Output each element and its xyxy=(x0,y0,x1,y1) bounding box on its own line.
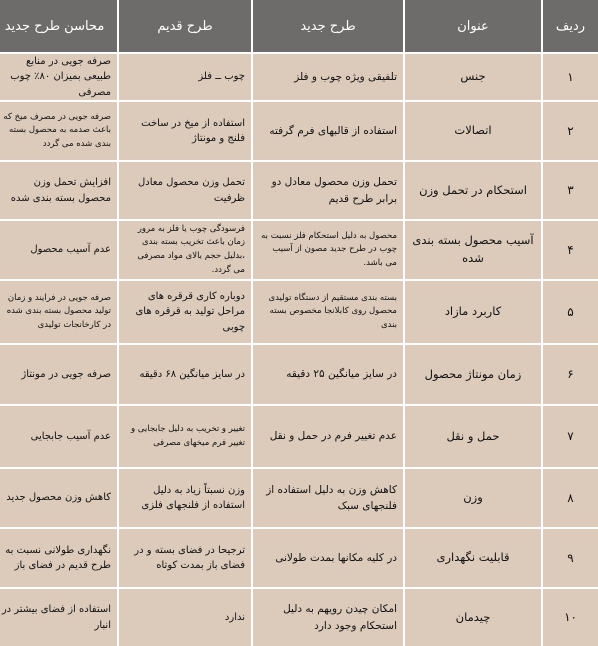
row-2-new-design: استفاده از قالبهای فرم گرفته xyxy=(253,102,403,160)
row-5-old-design: دوباره کاری قرقره های مراحل تولید به قرقره های چوبی xyxy=(119,281,251,343)
row-7-old-design: تغییر و تخریب به دلیل جابجایی و تغییر فرم میخهای مصرفی xyxy=(119,406,251,467)
row-9-advantage: نگهداری طولانی نسبت به طرح قدیم در فضای باز xyxy=(0,529,117,587)
row-3-old-design: تحمل وزن محصول معادل ظرفیت xyxy=(119,162,251,219)
row-8-advantage: کاهش وزن محصول جدید xyxy=(0,469,117,527)
row-8-number: ۸ xyxy=(543,469,598,527)
row-6-old-design: در سایز میانگین ۶۸ دقیقه xyxy=(119,345,251,404)
header-advantages: محاسن طرح جدید xyxy=(0,0,117,52)
row-5-number: ۵ xyxy=(543,281,598,343)
row-5-title: کاربرد مازاد xyxy=(405,281,541,343)
row-6-advantage: صرفه جویی در مونتاژ xyxy=(0,345,117,404)
row-9-title: قابلیت نگهداری xyxy=(405,529,541,587)
row-10-new-design: امکان چیدن رویهم به دلیل استحکام وجود دارد xyxy=(253,589,403,646)
row-3-number: ۳ xyxy=(543,162,598,219)
row-9-new-design: در کلیه مکانها بمدت طولانی xyxy=(253,529,403,587)
row-2-old-design: استفاده از میخ در ساخت فلنج و مونتاژ xyxy=(119,102,251,160)
row-10-title: چیدمان xyxy=(405,589,541,646)
row-2-title: اتصالات xyxy=(405,102,541,160)
row-5-new-design: بسته بندی مستقیم از دستگاه تولیدی محصول روی کابلانجا مخصوص بسته بندی xyxy=(253,281,403,343)
row-3-title: استحکام در تحمل وزن xyxy=(405,162,541,219)
row-7-advantage: عدم آسیب جابجایی xyxy=(0,406,117,467)
row-4-advantage: عدم آسیب محصول xyxy=(0,221,117,279)
header-old-design: طرح قدیم xyxy=(119,0,251,52)
row-6-number: ۶ xyxy=(543,345,598,404)
row-1-new-design: تلفیقی ویژه چوب و فلز xyxy=(253,54,403,100)
row-3-new-design: تحمل وزن محصول معادل دو برابر طرح قدیم xyxy=(253,162,403,219)
row-2-number: ۲ xyxy=(543,102,598,160)
row-4-title: آسیب محصول بسته بندی شده xyxy=(405,221,541,279)
row-10-old-design: ندارد xyxy=(119,589,251,646)
row-8-title: وزن xyxy=(405,469,541,527)
row-1-title: جنس xyxy=(405,54,541,100)
row-4-new-design: محصول به دلیل استحکام فلز نسبت به چوب در طرح جدید مصون از آسیب می باشد. xyxy=(253,221,403,279)
row-10-number: ۱۰ xyxy=(543,589,598,646)
header-title: عنوان xyxy=(405,0,541,52)
row-7-number: ۷ xyxy=(543,406,598,467)
row-7-title: حمل و نقل xyxy=(405,406,541,467)
header-row-number: ردیف xyxy=(543,0,598,52)
row-8-old-design: وزن نسبتاً زیاد به دلیل استفاده از فلنجهای فلزی xyxy=(119,469,251,527)
row-6-new-design: در سایز میانگین ۲۵ دقیقه xyxy=(253,345,403,404)
row-1-old-design: چوب ــ فلز xyxy=(119,54,251,100)
row-10-advantage: استفاده از فضای بیشتر در انبار xyxy=(0,589,117,646)
row-9-number: ۹ xyxy=(543,529,598,587)
row-1-advantage: صرفه جویی در منابع طبیعی بمیزان ۸۰٪ چوب مصرفی xyxy=(0,54,117,100)
row-1-number: ۱ xyxy=(543,54,598,100)
row-4-old-design: فرسودگی چوب یا فلز به مرور زمان باعث تخریب بسته بندی ،بدلیل حجم بالای مواد مصرفی می گردد. xyxy=(119,221,251,279)
row-2-advantage: صرفه جویی در مصرف میخ که باعث صدمه به محصول بسته بندی شده می گردد xyxy=(0,102,117,160)
row-8-new-design: کاهش وزن به دلیل استفاده از فلنجهای سبک xyxy=(253,469,403,527)
row-3-advantage: افزایش تحمل وزن محصول بسته بندی شده xyxy=(0,162,117,219)
row-4-number: ۴ xyxy=(543,221,598,279)
row-6-title: زمان مونتاژ محصول xyxy=(405,345,541,404)
row-7-new-design: عدم تغییر فرم در حمل و نقل xyxy=(253,406,403,467)
header-new-design: طرح جدید xyxy=(253,0,403,52)
row-5-advantage: صرفه جویی در فرایند و زمان تولید محصول بسته بندی شده در کارخانجات تولیدی xyxy=(0,281,117,343)
row-9-old-design: ترجیحا در فضای بسته و در فضای باز بمدت کوتاه xyxy=(119,529,251,587)
